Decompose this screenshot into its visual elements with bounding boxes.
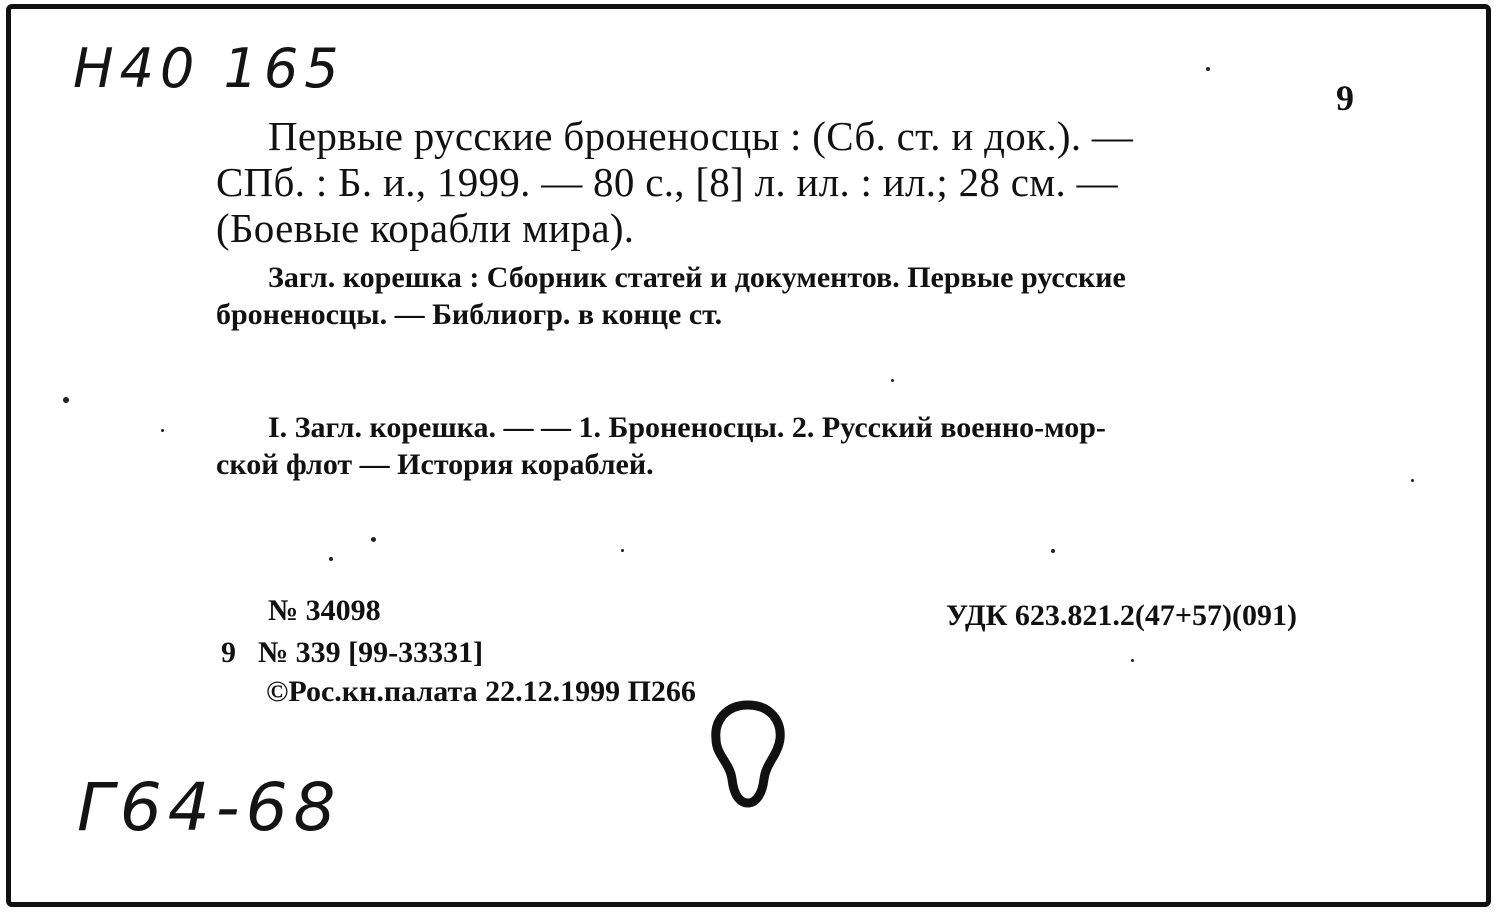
title-line-2: СПб. : Б. и., 1999. — 80 с., [8] л. ил. : ил.; 28 см. — bbox=[216, 159, 1118, 205]
note-line-1: Загл. корешка : Сборник статей и документов. Первые русские bbox=[268, 261, 1126, 294]
punch-hole-icon bbox=[708, 699, 788, 809]
accession-number-1: № 34098 bbox=[268, 594, 381, 627]
speck bbox=[1411, 479, 1414, 482]
handwritten-call-number-top: Н40 165 bbox=[73, 37, 345, 100]
title-line-1: Первые русские броненосцы : (Сб. ст. и док.). — bbox=[268, 113, 1134, 159]
tracing-line-2: ской флот — История кораблей. bbox=[216, 448, 654, 481]
speck bbox=[329, 557, 333, 561]
note-line-2: броненосцы. — Библиогр. в конце ст. bbox=[216, 298, 723, 331]
speck bbox=[371, 537, 376, 542]
title-line-3: (Боевые корабли мира). bbox=[216, 205, 635, 251]
copyright-line: ©Рос.кн.палата 22.12.1999 П266 bbox=[266, 675, 696, 708]
accession-number-2-row bbox=[221, 636, 483, 670]
speck bbox=[1206, 67, 1210, 71]
speck bbox=[1051, 549, 1055, 553]
udk-code: УДК 623.821.2(47+57)(091) bbox=[946, 599, 1297, 632]
speck bbox=[63, 397, 69, 403]
speck bbox=[891, 379, 894, 382]
subject-tracings bbox=[216, 409, 1361, 483]
accession-prefix: 9 bbox=[221, 636, 236, 669]
card-number: 9 bbox=[1336, 78, 1354, 118]
catalog-card bbox=[6, 4, 1491, 907]
tracing-line-1: I. Загл. корешка. — — 1. Броненосцы. 2. Русский военно-мор- bbox=[268, 411, 1106, 444]
speck bbox=[621, 549, 624, 552]
accession-number-2: № 339 [99-33331] bbox=[258, 636, 484, 669]
speck bbox=[1131, 659, 1134, 662]
handwritten-call-number-bottom: Г64-68 bbox=[77, 769, 342, 846]
speck bbox=[161, 429, 164, 432]
title-block bbox=[216, 113, 1346, 251]
spine-title-note bbox=[216, 259, 1361, 333]
